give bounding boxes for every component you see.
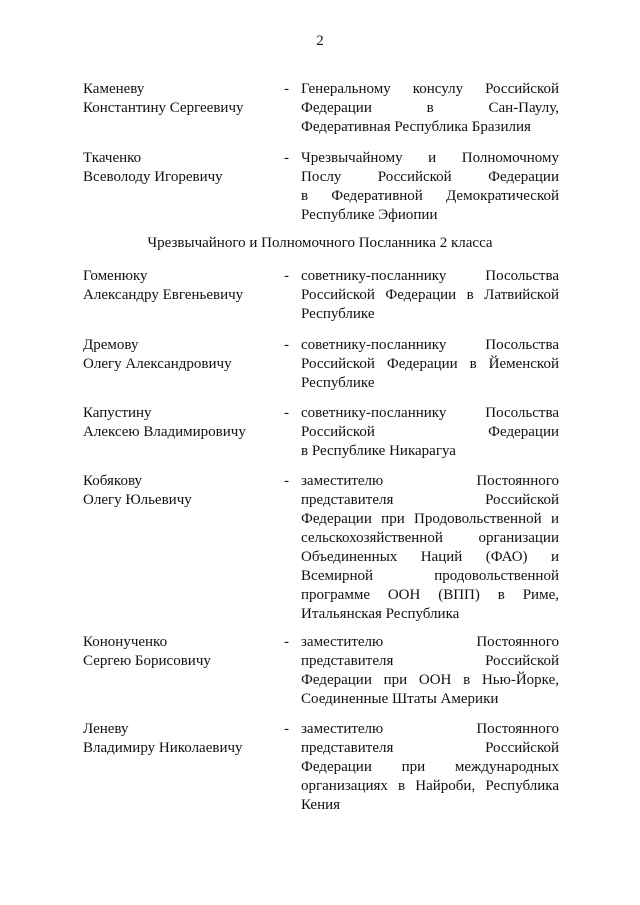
given-names: Олегу Александровичу — [83, 356, 232, 372]
post-line: заместителю Постоянного — [301, 721, 559, 737]
dash-separator: - — [284, 337, 289, 353]
section-heading: Чрезвычайного и Полномочного Посланника 2 класса — [147, 235, 493, 251]
post-line: Объединенных Наций (ФАО) и — [301, 549, 559, 565]
post-line: Федерации при ООН в Нью-Йорке, — [301, 672, 559, 688]
person-name — [83, 149, 283, 187]
post-description — [301, 720, 559, 815]
post-line: советнику-посланнику Посольства — [301, 337, 559, 353]
given-names: Александру Евгеньевичу — [83, 287, 244, 303]
person-name — [83, 472, 283, 510]
post-line: программе ООН (ВПП) в Риме, — [301, 587, 559, 603]
post-line: сельскохозяйственной организации — [301, 530, 559, 546]
person-name — [83, 336, 283, 374]
given-names: Константину Сергеевичу — [83, 100, 244, 116]
post-line: представителя Российской — [301, 492, 559, 508]
post-line: заместителю Постоянного — [301, 473, 559, 489]
surname: Каменеву — [83, 81, 145, 97]
post-line: представителя Российской — [301, 653, 559, 669]
surname: Гоменюку — [83, 268, 148, 284]
post-line: Соединенные Штаты Америки — [301, 691, 499, 707]
post-line: заместителю Постоянного — [301, 634, 559, 650]
dash-separator: - — [284, 473, 289, 489]
person-name — [83, 404, 283, 442]
person-name — [83, 267, 283, 305]
given-names: Владимиру Николаевичу — [83, 740, 243, 756]
post-line: советнику-посланнику Посольства — [301, 268, 559, 284]
post-line: Генеральному консулу Российской — [301, 81, 559, 97]
dash-separator: - — [284, 405, 289, 421]
surname: Ткаченко — [83, 150, 142, 166]
post-line: организациях в Найроби, Республика — [301, 778, 559, 794]
post-line: Российской Федерации — [301, 424, 559, 440]
given-names: Сергею Борисовичу — [83, 653, 211, 669]
dash-separator: - — [284, 268, 289, 284]
person-name — [83, 80, 283, 118]
post-line: Федерации в Сан-Паулу, — [301, 100, 559, 116]
post-line: советнику-посланнику Посольства — [301, 405, 559, 421]
dash-separator: - — [284, 150, 289, 166]
given-names: Алексею Владимировичу — [83, 424, 246, 440]
surname: Капустину — [83, 405, 152, 421]
post-line: Всемирной продовольственной — [301, 568, 559, 584]
post-description — [301, 149, 559, 225]
page-number: 2 — [316, 33, 324, 49]
post-description — [301, 633, 559, 709]
post-description — [301, 336, 559, 393]
post-line: Российской Федерации в Латвийской — [301, 287, 559, 303]
post-line: в Республике Никарагуа — [301, 443, 456, 459]
surname: Леневу — [83, 721, 129, 737]
person-name — [83, 633, 283, 671]
given-names: Всеволоду Игоревичу — [83, 169, 223, 185]
post-description — [301, 472, 559, 624]
post-line: Федеративная Республика Бразилия — [301, 119, 531, 135]
dash-separator: - — [284, 721, 289, 737]
post-description — [301, 80, 559, 137]
post-line: Федерации при международных — [301, 759, 559, 775]
post-line: Республике — [301, 306, 375, 322]
post-line: Чрезвычайному и Полномочному — [301, 150, 559, 166]
surname: Кононученко — [83, 634, 168, 650]
surname: Кобякову — [83, 473, 143, 489]
post-description — [301, 404, 559, 461]
post-line: в Федеративной Демократической — [301, 188, 559, 204]
post-line: Российской Федерации в Йеменской — [301, 356, 559, 372]
post-description — [301, 267, 559, 324]
dash-separator: - — [284, 634, 289, 650]
given-names: Олегу Юльевичу — [83, 492, 192, 508]
post-line: Республике Эфиопии — [301, 207, 438, 223]
post-line: представителя Российской — [301, 740, 559, 756]
post-line: Послу Российской Федерации — [301, 169, 559, 185]
surname: Дремову — [83, 337, 139, 353]
dash-separator: - — [284, 81, 289, 97]
post-line: Федерации при Продовольственной и — [301, 511, 559, 527]
person-name — [83, 720, 283, 758]
post-line: Республике — [301, 375, 375, 391]
post-line: Кения — [301, 797, 341, 813]
post-line: Итальянская Республика — [301, 606, 460, 622]
